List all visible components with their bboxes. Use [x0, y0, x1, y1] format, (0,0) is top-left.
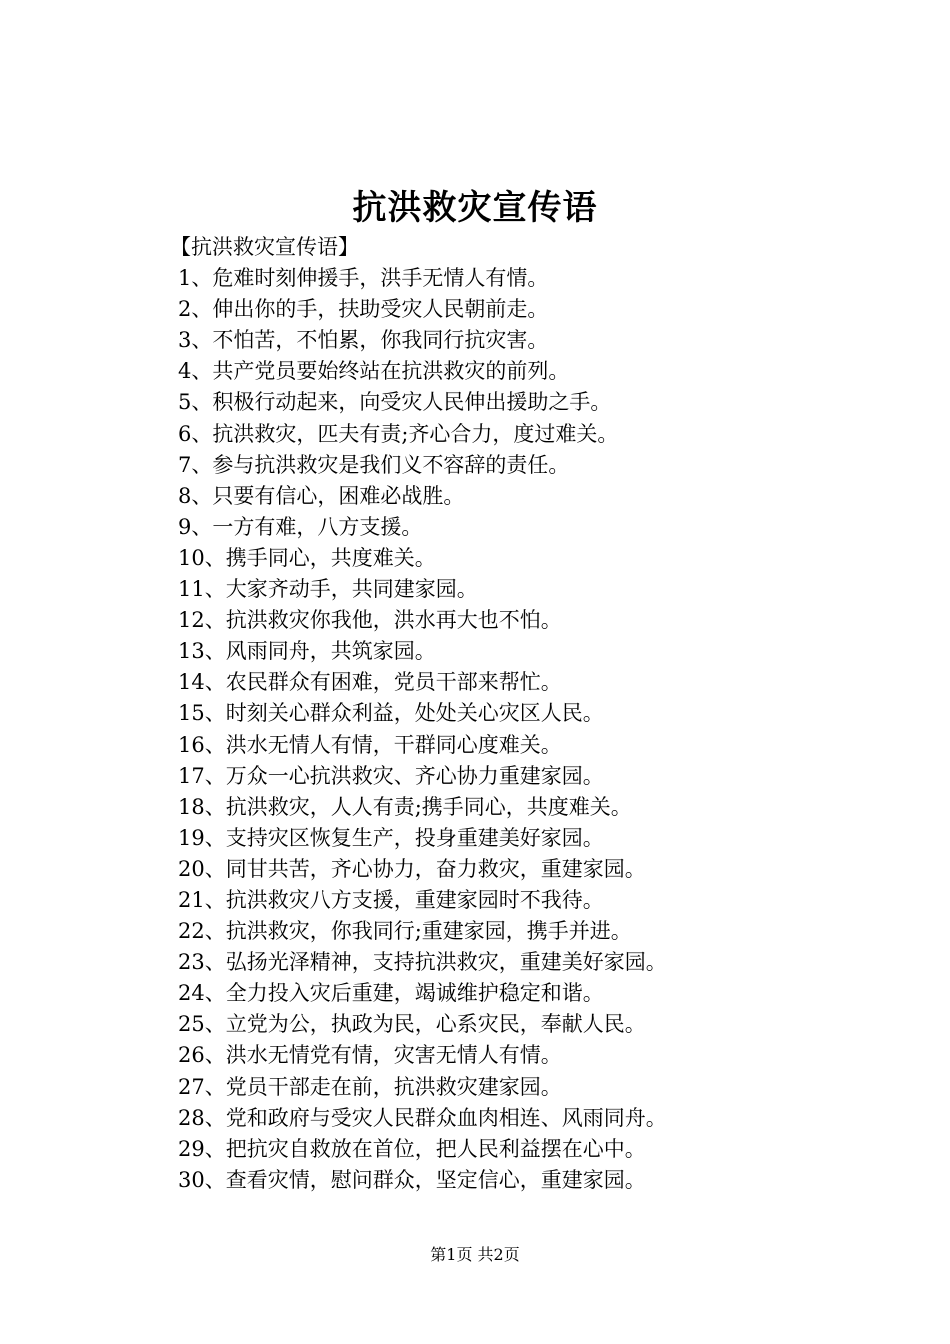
slogan-item: 4、共产党员要始终站在抗洪救灾的前列。 — [178, 359, 570, 384]
slogan-item: 16、洪水无情人有情，干群同心度难关。 — [178, 732, 562, 757]
slogan-list — [178, 263, 918, 1196]
slogan-item: 20、同甘共苦，齐心协力，奋力救灾，重建家园。 — [178, 856, 646, 881]
slogan-item: 6、抗洪救灾，匹夫有责;齐心合力，度过难关。 — [178, 421, 619, 446]
slogan-item: 21、抗洪救灾八方支援，重建家园时不我待。 — [178, 887, 604, 912]
slogan-item: 5、积极行动起来，向受灾人民伸出援助之手。 — [178, 390, 612, 415]
slogan-item: 8、只要有信心，困难必战胜。 — [178, 483, 465, 508]
slogan-item: 23、弘扬光泽精神，支持抗洪救灾，重建美好家园。 — [178, 950, 667, 975]
slogan-item: 1、危难时刻伸援手，洪手无情人有情。 — [178, 266, 549, 291]
slogan-item: 12、抗洪救灾你我他，洪水再大也不怕。 — [178, 608, 562, 633]
slogan-item: 22、抗洪救灾，你我同行;重建家园，携手并进。 — [178, 919, 632, 944]
slogan-item: 19、支持灾区恢复生产，投身重建美好家园。 — [178, 825, 604, 850]
slogan-item: 17、万众一心抗洪救灾、齐心协力重建家园。 — [178, 763, 604, 788]
slogan-item: 18、抗洪救灾，人人有责;携手同心，共度难关。 — [178, 794, 632, 819]
page-title: 抗洪救灾宣传语 — [352, 188, 598, 228]
slogan-item: 11、大家齐动手，共同建家园。 — [178, 577, 478, 602]
slogan-item: 3、不怕苦，不怕累，你我同行抗灾害。 — [178, 328, 549, 353]
slogan-item: 15、时刻关心群众利益，处处关心灾区人民。 — [178, 701, 604, 726]
document-body — [170, 232, 918, 1196]
slogan-item: 14、农民群众有困难，党员干部来帮忙。 — [178, 670, 562, 695]
slogan-item: 28、党和政府与受灾人民群众血肉相连、风雨同舟。 — [178, 1105, 667, 1130]
slogan-item: 13、风雨同舟，共筑家园。 — [178, 639, 436, 664]
slogan-item: 30、查看灾情，慰问群众，坚定信心，重建家园。 — [178, 1167, 646, 1192]
slogan-item: 10、携手同心，共度难关。 — [178, 545, 436, 570]
slogan-item: 25、立党为公，执政为民，心系灾民，奉献人民。 — [178, 1012, 646, 1037]
slogan-item: 2、伸出你的手，扶助受灾人民朝前走。 — [178, 297, 549, 322]
slogan-item: 26、洪水无情党有情，灾害无情人有情。 — [178, 1043, 562, 1068]
slogan-item: 9、一方有难，八方支援。 — [178, 514, 423, 539]
section-heading: 【抗洪救灾宣传语】 — [170, 235, 359, 259]
slogan-item: 27、党员干部走在前，抗洪救灾建家园。 — [178, 1074, 562, 1099]
page-indicator: 第1页 共2页 — [430, 1245, 520, 1264]
slogan-item: 7、参与抗洪救灾是我们义不容辞的责任。 — [178, 452, 570, 477]
slogan-item: 24、全力投入灾后重建，竭诚维护稳定和谐。 — [178, 981, 604, 1006]
slogan-item: 29、把抗灾自救放在首位，把人民利益摆在心中。 — [178, 1136, 646, 1161]
